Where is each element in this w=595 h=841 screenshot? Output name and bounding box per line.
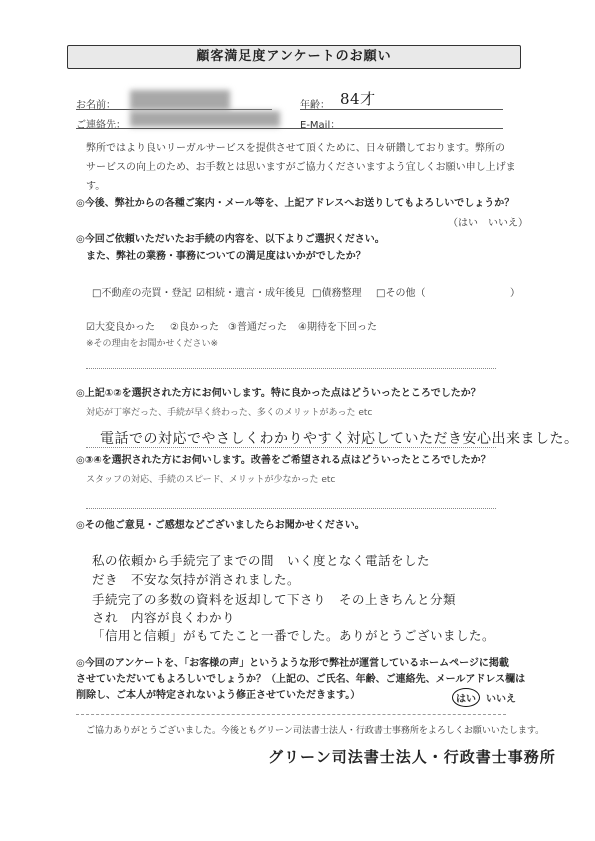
thanks-text: ご協力ありがとうございました。今後ともグリーン司法書士法人・行政書士事務所をよろしくお願いいたします。 (86, 726, 545, 736)
rating-option[interactable]: ②良かった (170, 322, 219, 333)
contact-underline (76, 128, 503, 129)
age-value: 84才 (340, 90, 376, 108)
rating-option-checked[interactable]: ☑大変良かった (86, 322, 155, 333)
age-underline (300, 109, 503, 110)
intro-line-2: サービスの向上のため、お手数とは思いますがご協力くださいますよう宜しくお願い申し上げます。 (86, 162, 516, 192)
q5-answer-line-2: だき 不安な気持が消されました。 (92, 572, 301, 587)
q6-line-1: ◎今回のアンケートを、「お客様の声」というような形で弊社が運営しているホームページに掲載 (76, 658, 509, 669)
survey-title: 顧客満足度アンケートのお願い (67, 45, 521, 69)
q5-answer-line-5: 「信用と信頼」がもてたこと一番でした。ありがとうございました。 (92, 628, 496, 643)
separator (76, 714, 506, 715)
intro-line-1: 弊所ではより良いリーガルサービスを提供させて頂くために、日々研鑽しております。弊所の (86, 143, 505, 154)
q5-text: ◎その他ご意見・ご感想などございましたらお聞かせください。 (76, 520, 365, 531)
reason-line (86, 368, 496, 369)
q6-line-3: 削除し、ご本人が特定されないよう修正させていただきます。） (76, 690, 361, 701)
q5-answer-line-4: され 内容が良くわかり (92, 610, 236, 625)
contact-redacted (130, 111, 280, 127)
q3-answer: 電話での対応でやさしくわかりやすく対応していただき安心出来ました。 (100, 431, 579, 447)
name-underline (76, 109, 272, 110)
name-label: お名前： (76, 100, 116, 111)
q6-yes-circled[interactable]: はい (452, 688, 480, 707)
q6-line-2: させていただいてもよろしいでしょうか？（上記の、ご氏名、年齢、ご連絡先、メールアドレス欄は (76, 674, 526, 685)
q3-text: ◎上記①②を選択された方にお伺いします。特に良かった点はどういったところでしたか？ (76, 388, 481, 399)
q4-text: ◎③④を選択された方にお伺いします。改善をご希望される点はどういったところでしたか？ (76, 455, 491, 466)
contact-label: ご連絡先： (76, 120, 126, 131)
q4-line (86, 508, 496, 509)
organization-name: グリーン司法書士法人・行政書士事務所 (268, 748, 556, 766)
q5-answer-line-1: 私の依頼から手続完了までの間 いく度となく電話をした (92, 553, 431, 568)
q2-line-1: ◎今回ご依頼いただいたお手続の内容を、以下よりご選択ください。 (76, 234, 385, 245)
rating-option[interactable]: ③普通だった (228, 322, 287, 333)
age-label: 年齢： (300, 100, 330, 111)
name-redacted (130, 90, 230, 110)
service-option[interactable]: □その他（ (376, 288, 426, 299)
q1-text: ◎今後、弊社からの各種ご案内・メール等を、上記アドレスへお送りしてもよろしいでしょうか？ (76, 198, 515, 209)
q2-line-2: また、弊社の業務・事務についての満足度はいかがでしたか？ (86, 251, 366, 262)
q5-answer-line-3: 手続完了の多数の資料を返却して下さり その上きちんと分類 (92, 592, 457, 607)
service-option[interactable]: □不動産の売買・登記 (92, 288, 192, 299)
q3-line (86, 447, 496, 448)
q6-no[interactable]: いいえ (486, 694, 516, 705)
q4-hint: スタッフの対応、手続のスピード、メリットが少なかった etc (86, 475, 336, 485)
rating-option[interactable]: ④期待を下回った (298, 322, 377, 333)
email-label: E-Mail： (300, 120, 341, 131)
service-option-close: ） (510, 288, 520, 299)
service-option-checked[interactable]: ☑相続・遺言・成年後見 (196, 288, 305, 299)
reason-hint: ※その理由をお聞かせください※ (86, 339, 219, 349)
service-option[interactable]: □債務整理 (312, 288, 362, 299)
q1-options: （はい いいえ） (448, 218, 528, 229)
q3-hint: 対応が丁寧だった、手続が早く終わった、多くのメリットがあった etc (86, 408, 373, 418)
